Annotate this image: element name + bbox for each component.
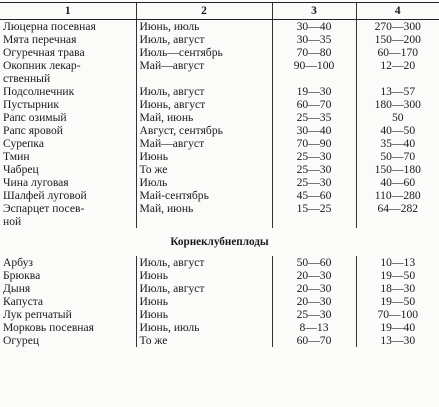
bloom-period: Июль, август	[136, 85, 272, 98]
value-col-4: 70—100	[356, 308, 439, 321]
value-col-3: 30—35	[272, 33, 356, 46]
table-row	[0, 137, 439, 150]
table-row	[0, 269, 439, 282]
bloom-period: Июль—сентябрь	[136, 46, 272, 59]
plant-name: Арбуз	[3, 256, 34, 269]
value-col-4: 10—13	[356, 256, 439, 269]
bloom-period: То же	[136, 163, 272, 176]
bloom-period: Май—август	[136, 59, 272, 85]
plant-name: Тмин	[3, 150, 30, 163]
header-row	[0, 3, 439, 20]
value-col-3: 20—30	[272, 282, 356, 295]
table-row	[0, 256, 439, 269]
table-row	[0, 308, 439, 321]
value-col-4: 50	[356, 111, 439, 124]
plant-name: Люцерна посевная	[3, 20, 96, 33]
bloom-period: То же	[136, 334, 272, 347]
value-col-4: 13—57	[356, 85, 439, 98]
plant-name: Капуста	[3, 295, 44, 308]
plant-name: Чина луговая	[3, 176, 69, 189]
value-col-3: 70—80	[272, 46, 356, 59]
plant-name: Мята перечная	[3, 33, 77, 46]
bloom-period: Июнь, июль	[136, 20, 272, 34]
value-col-3: 25—30	[272, 308, 356, 321]
header-col-1: 1	[0, 3, 136, 20]
bloom-period: Май, июнь	[136, 202, 272, 228]
value-col-3: 25—30	[272, 150, 356, 163]
bloom-period: Июль	[136, 176, 272, 189]
value-col-3: 45—60	[272, 189, 356, 202]
value-col-3: 20—30	[272, 269, 356, 282]
plant-name: Огуречная трава	[3, 46, 85, 59]
table-row	[0, 85, 439, 98]
table-row	[0, 176, 439, 189]
value-col-3: 70—90	[272, 137, 356, 150]
plant-name: Рапс яровой	[3, 124, 64, 137]
bloom-period: Август, сентябрь	[136, 124, 272, 137]
bloom-period: Май—август	[136, 137, 272, 150]
table-row	[0, 20, 439, 34]
value-col-4: 60—170	[356, 46, 439, 59]
value-col-4: 18—30	[356, 282, 439, 295]
value-col-3: 19—30	[272, 85, 356, 98]
plant-name: Подсолнечник	[3, 85, 75, 98]
value-col-3: 50—60	[272, 256, 356, 269]
value-col-3: 20—30	[272, 295, 356, 308]
table-row	[0, 163, 439, 176]
bloom-period: Июль, август	[136, 33, 272, 46]
table-row	[0, 282, 439, 295]
table-row	[0, 111, 439, 124]
plant-name: Огурец	[3, 334, 40, 347]
value-col-4: 12—20	[356, 59, 439, 85]
value-col-3: 30—40	[272, 124, 356, 137]
plant-name: Эспарцет посев- ной	[3, 202, 85, 228]
table-row	[0, 33, 439, 46]
bloom-period: Июнь	[136, 295, 272, 308]
value-col-4: 40—50	[356, 124, 439, 137]
value-col-3: 15—25	[272, 202, 356, 228]
value-col-3: 30—40	[272, 20, 356, 34]
value-col-3: 25—30	[272, 163, 356, 176]
table-row	[0, 189, 439, 202]
plant-name: Шалфей луговой	[3, 189, 87, 202]
section-header	[0, 228, 439, 256]
section-title: Корнеклубнеплоды	[170, 236, 269, 248]
value-col-4: 19—50	[356, 269, 439, 282]
header-col-4: 4	[356, 3, 439, 20]
value-col-4: 180—300	[356, 98, 439, 111]
bloom-period: Июнь, июль	[136, 321, 272, 334]
plant-name: Брюква	[3, 269, 41, 282]
value-col-4: 150—200	[356, 33, 439, 46]
table-body-main	[0, 20, 439, 229]
table-body-section	[0, 256, 439, 347]
value-col-3: 8—13	[272, 321, 356, 334]
value-col-4: 19—40	[356, 321, 439, 334]
value-col-4: 150—180	[356, 163, 439, 176]
plant-name: Чабрец	[3, 163, 39, 176]
plant-name: Рапс озимый	[3, 111, 67, 124]
value-col-4: 270—300	[356, 20, 439, 34]
plant-name: Пустырник	[3, 98, 60, 111]
plant-name: Лук репчатый	[3, 308, 72, 321]
value-col-4: 19—50	[356, 295, 439, 308]
value-col-3: 60—70	[272, 98, 356, 111]
bloom-period: Июнь, август	[136, 98, 272, 111]
value-col-3: 25—35	[272, 111, 356, 124]
bloom-period: Июль, август	[136, 282, 272, 295]
bloom-period: Май-сентябрь	[136, 189, 272, 202]
table-row	[0, 46, 439, 59]
value-col-3: 90—100	[272, 59, 356, 85]
value-col-4: 35—40	[356, 137, 439, 150]
bloom-period: Июнь	[136, 308, 272, 321]
plant-name: Окопник лекар- ственный	[3, 59, 81, 85]
table-row	[0, 295, 439, 308]
value-col-4: 40—60	[356, 176, 439, 189]
plant-name: Сурепка	[3, 137, 44, 150]
table-row	[0, 334, 439, 347]
header-col-2: 2	[136, 3, 272, 20]
value-col-4: 110—280	[356, 189, 439, 202]
table-row	[0, 124, 439, 137]
table-row	[0, 59, 439, 85]
value-col-4: 13—30	[356, 334, 439, 347]
value-col-4: 50—70	[356, 150, 439, 163]
bloom-period: Июнь	[136, 269, 272, 282]
value-col-3: 60—70	[272, 334, 356, 347]
value-col-3: 25—30	[272, 176, 356, 189]
value-col-4: 64—282	[356, 202, 439, 228]
table-row	[0, 202, 439, 228]
table-row	[0, 98, 439, 111]
plant-name: Дыня	[3, 282, 31, 295]
table-row	[0, 321, 439, 334]
bloom-period: Июль, август	[136, 256, 272, 269]
header-col-3: 3	[272, 3, 356, 20]
bloom-period: Май, июнь	[136, 111, 272, 124]
honey-plants-table	[0, 2, 439, 347]
plant-name: Морковь посевная	[3, 321, 94, 334]
bloom-period: Июнь	[136, 150, 272, 163]
table-row	[0, 150, 439, 163]
